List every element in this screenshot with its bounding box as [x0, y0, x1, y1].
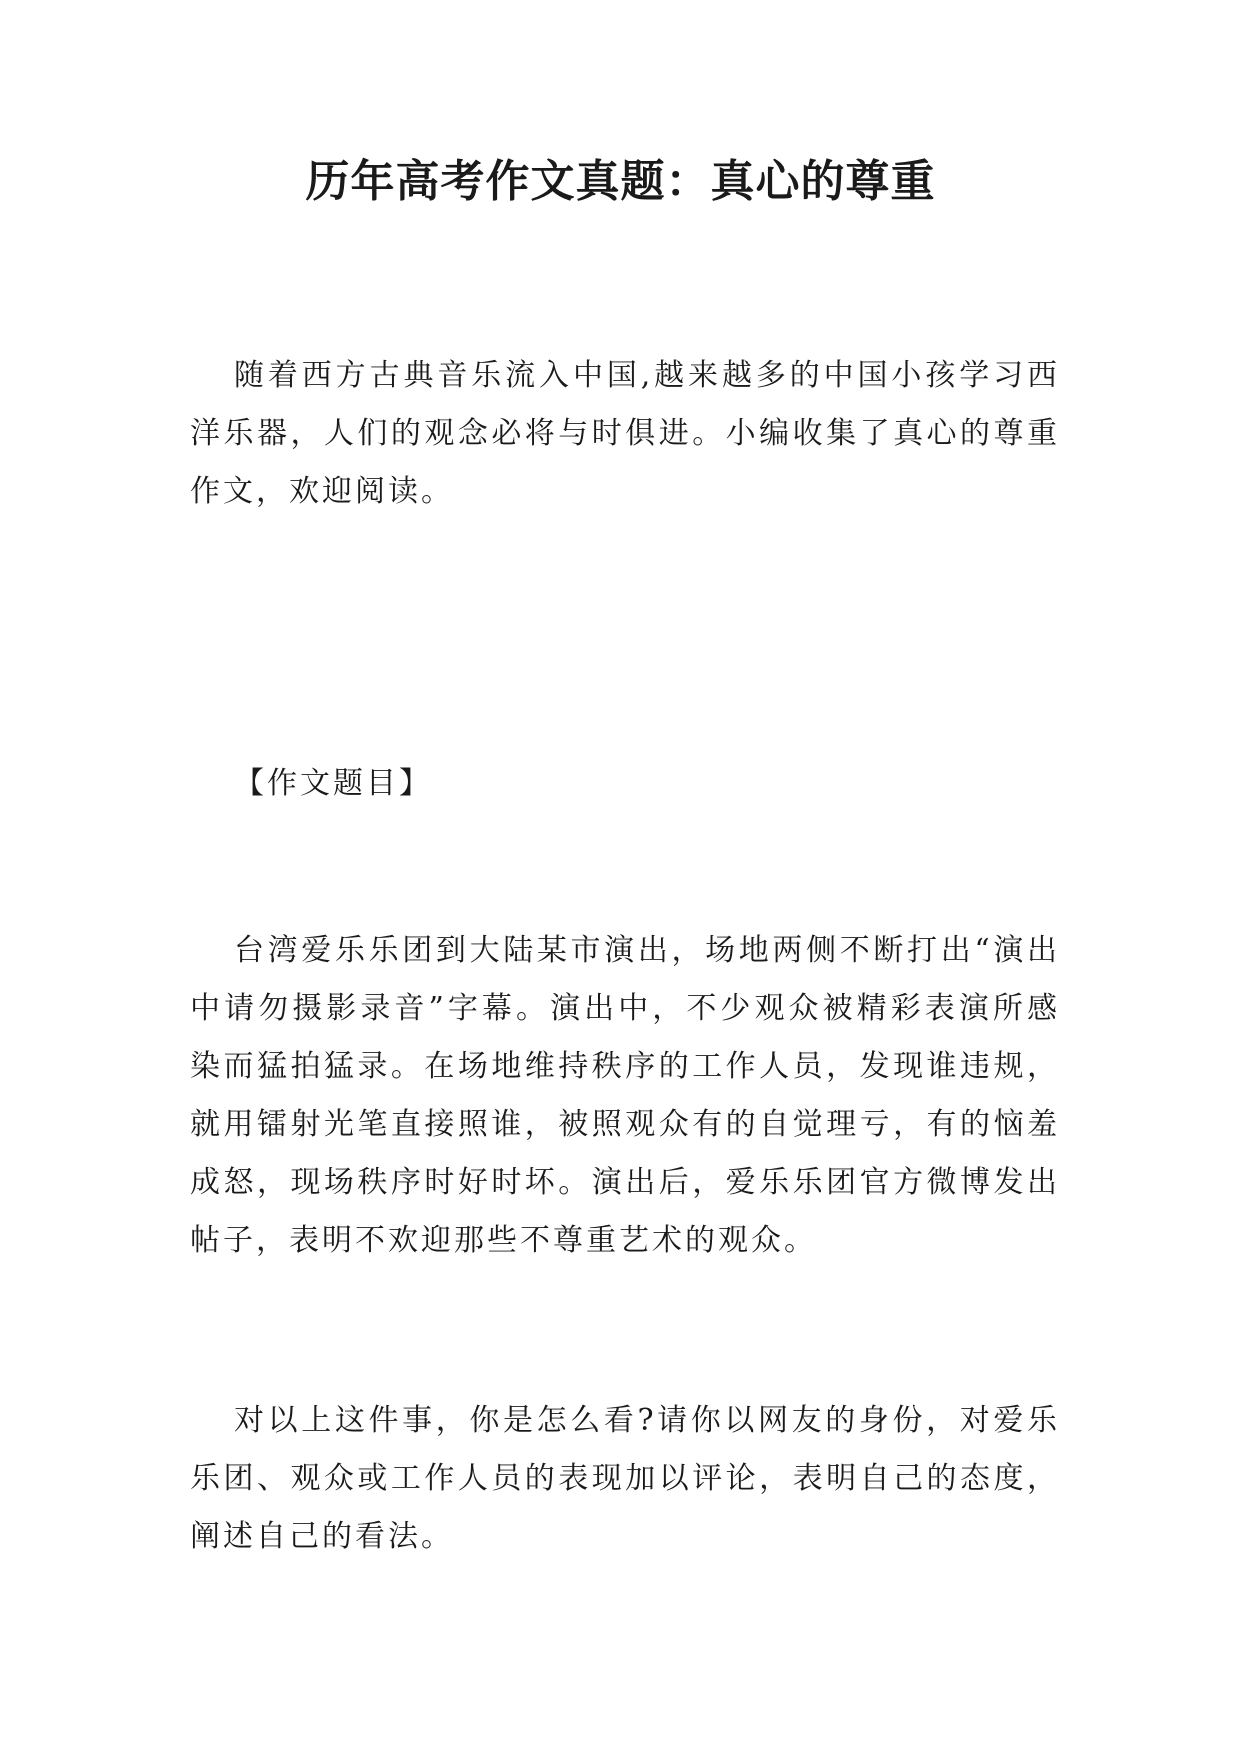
- story-paragraph: 台湾爱乐乐团到大陆某市演出，场地两侧不断打出“演出中请勿摄影录音”字幕。演出中，不少观众被精彩表演所感染而猛拍猛录。在场地维持秩序的工作人员，发现谁违规，就用镭射光笔直接照谁，被照观众有的自觉理亏，有的恼羞成怒，现场秩序时好时坏。演出后，爱乐乐团官方微博发出帖子，表明不欢迎那些不尊重艺术的观众。: [190, 933, 1060, 1258]
- prompt-paragraph: 对以上这件事，你是怎么看?请你以网友的身份，对爱乐乐团、观众或工作人员的表现加以评论，表明自己的态度，阐述自己的看法。: [190, 1403, 1060, 1554]
- intro-paragraph: 随着西方古典音乐流入中国,越来越多的中国小孩学习西洋乐器，人们的观念必将与时俱进。小编收集了真心的尊重作文，欢迎阅读。: [190, 358, 1060, 509]
- section-heading: 【作文题目】: [234, 766, 432, 801]
- document-title: 历年高考作文真题：真心的尊重: [305, 156, 936, 207]
